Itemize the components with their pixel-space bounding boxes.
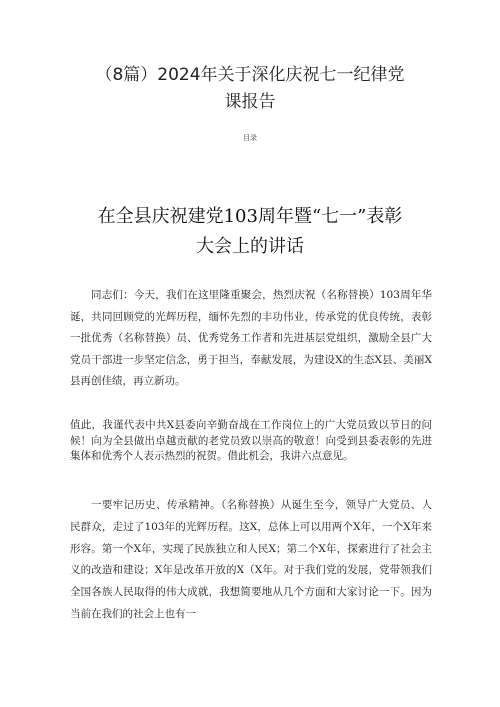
paragraph-opening: 同志们：今天，我们在这里隆重聚会，热烈庆祝（名称替换）103周年华诞，共同回顾党的光辉历程，缅怀先烈的丰功伟业，传承党的优良传统，表彰一批优秀（名称替换）员、优秀党务工作者和先进基层党组织，激励全县广大党员干部进一步坚定信念，勇于担当，奉献发展，为建设X的生态X县、美丽X县再创佳绩，再立新功。 <box>70 289 432 387</box>
paragraph-greetings: 值此，我谨代表中共X县委向辛勤奋战在工作岗位上的广大党员致以节日的问候！向为全县做出卓越贡献的老党员致以崇高的敬意！向受到县委表彰的先进集体和优秀个人表示热烈的祝贺。借此机会，我讲六点意见。 <box>70 419 432 462</box>
speech-title-line-1: 在全县庆祝建党103周年暨“七一”表彰 <box>97 206 403 227</box>
speech-title-line-2: 大会上的讲话 <box>196 236 304 257</box>
document-title <box>60 62 440 116</box>
document-title-line-2: 课报告 <box>224 92 276 112</box>
table-of-contents-label: 目录 <box>243 134 257 142</box>
speech-title <box>70 202 430 262</box>
paragraph-point-one: 一要牢记历史、传承精神。（名称替换）从诞生至今，领导广大党员、人民群众，走过了103年的光辉历程。这X，总体上可以用两个X年，一个X年来形容。第一个X年，实现了民族独立和人民X；第二个X年，探索进行了社会主义的改造和建设；X年是改革开放的X（X年。对于我们党的发展，党带领我们全国各族人民取得的伟大成就，我想简要地从几个方面和大家讨论一下。因为当前在我们的社会上也有一 <box>70 499 432 620</box>
document-title-line-1: （8篇）2024年关于深化庆祝七一纪律党 <box>95 65 405 85</box>
